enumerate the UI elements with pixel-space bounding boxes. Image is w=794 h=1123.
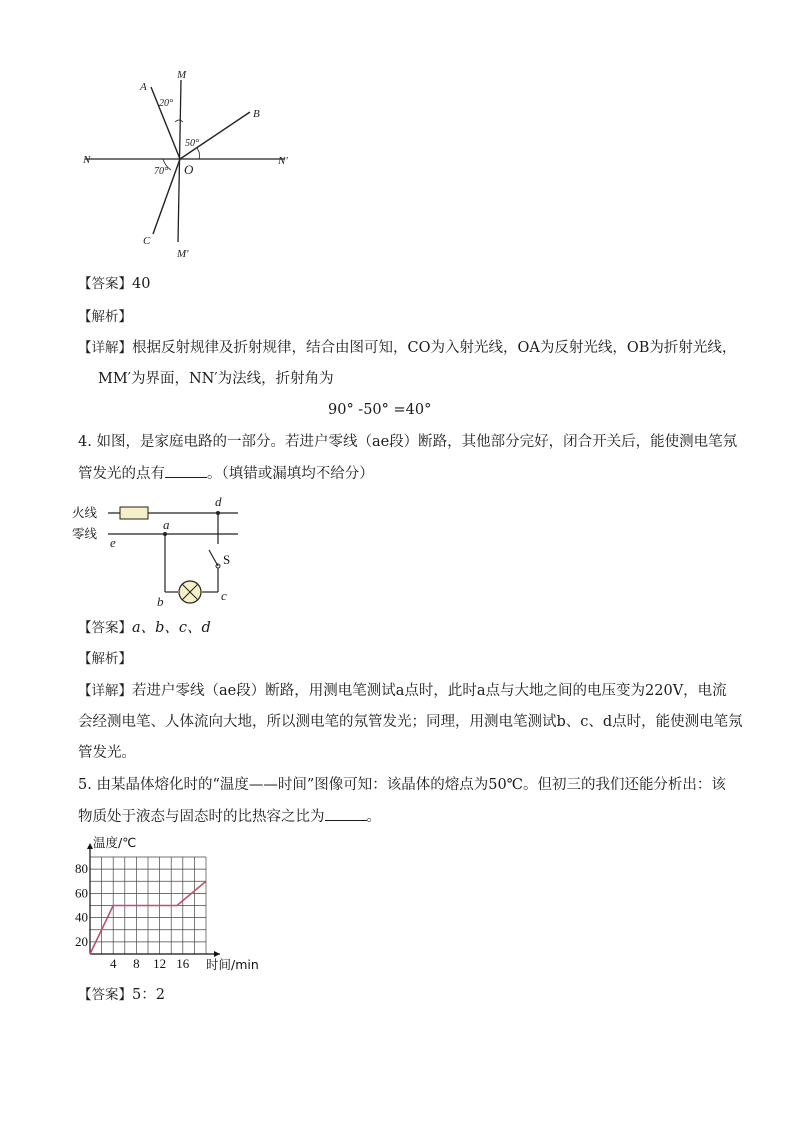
q4-detail-line3: 管发光。 — [78, 745, 136, 761]
q4-stem-text-a: 管发光的点有 — [78, 466, 165, 482]
angle-label-70: 70° — [154, 166, 168, 177]
x-tick-label: 8 — [133, 956, 140, 971]
detail-tag: 【详解】 — [78, 340, 132, 356]
answer-tag: 【答案】 — [78, 987, 132, 1003]
detail-tag: 【详解】 — [78, 683, 132, 699]
answer-value: 40 — [132, 276, 151, 292]
q4-answer — [78, 618, 211, 638]
q5-stem-text-b: 。 — [366, 809, 381, 825]
label-N: N — [83, 154, 91, 166]
detail-text: 若进户零线（ae段）断路，用测电笔测试a点时，此时a点与大地之间的电压变为220V，电流 — [132, 683, 727, 699]
label-C: C — [143, 235, 151, 247]
answer-tag: 【答案】 — [78, 620, 132, 636]
label-A: A — [140, 81, 147, 93]
fuse — [120, 507, 148, 519]
q5-answer — [78, 985, 165, 1005]
angle-arc-50 — [197, 148, 200, 159]
q3-analysis-tag: 【解析】 — [78, 309, 132, 325]
q4-detail-line1 — [78, 681, 727, 701]
label-live: 火线 — [72, 505, 98, 520]
q3-answer — [78, 274, 150, 294]
label-e: e — [110, 535, 116, 550]
y-tick-label: 20 — [75, 933, 88, 949]
answer-value: a、b、c、d — [132, 620, 211, 636]
switch-blade — [209, 550, 218, 566]
angle-label-50: 50° — [185, 138, 199, 149]
q4-answer-blank — [165, 463, 207, 478]
y-axis-label: 温度/℃ — [93, 835, 137, 850]
x-tick-label: 12 — [153, 956, 167, 971]
q5-stem-line2 — [78, 806, 381, 827]
optics-figure — [75, 62, 305, 262]
label-c: c — [221, 588, 227, 603]
ray-OB — [180, 112, 250, 159]
q4-stem-line1: 4. 如图，是家庭电路的一部分。若进户零线（ae段）断路，其他部分完好，闭合开关后，能使测电笔氖 — [78, 434, 738, 450]
x-tick-label: 16 — [176, 956, 190, 971]
q4-stem-text-b: 。（填错或漏填均不给分） — [207, 466, 374, 482]
q5-stem-line1: 5. 由某晶体熔化时的“温度——时间”图像可知：该晶体的熔点为50℃。但初三的我们还能分析出：该 — [78, 777, 726, 793]
answer-value: 5：2 — [132, 987, 165, 1003]
label-neutral: 零线 — [72, 526, 98, 541]
y-tick-label: 60 — [75, 885, 88, 901]
q4-detail-line2: 会经测电笔、人体流向大地，所以测电笔的氖管发光；同理，用测电笔测试b、c、d点时，能使测电笔氖 — [78, 714, 743, 730]
y-tick-label: 40 — [75, 909, 88, 925]
detail-text: 根据反射规律及折射规律，结合由图可知，CO为入射光线，OA为反射光线，OB为折射光线， — [132, 340, 737, 356]
label-a: a — [163, 517, 170, 532]
answer-tag: 【答案】 — [78, 276, 132, 292]
node-d — [216, 511, 220, 515]
temperature-time-chart — [60, 830, 280, 980]
q3-detail-line2: MM′为界面，NN′为法线，折射角为 — [98, 371, 334, 387]
circuit-diagram — [70, 492, 270, 614]
label-d: d — [215, 494, 222, 509]
y-tick-label: 80 — [75, 861, 88, 877]
q5-stem-text-a: 物质处于液态与固态时的比热容之比为 — [78, 809, 325, 825]
x-axis-label: 时间/min — [206, 957, 259, 972]
q4-analysis-tag: 【解析】 — [78, 651, 132, 667]
angle-arc-20 — [175, 120, 183, 122]
x-tick-label: 4 — [109, 956, 117, 971]
q3-detail-line1 — [78, 338, 736, 358]
label-M: M — [177, 69, 187, 81]
label-N-prime: N' — [278, 155, 288, 167]
label-S: S — [223, 552, 231, 567]
q3-formula: 90° -50° =40° — [328, 402, 432, 418]
angle-label-20: 20° — [159, 98, 173, 109]
q4-stem-line2 — [78, 463, 374, 484]
label-M-prime: M' — [177, 248, 189, 260]
node-a — [163, 532, 167, 536]
label-O: O — [184, 162, 194, 177]
label-B: B — [253, 108, 260, 120]
q5-answer-blank — [325, 806, 367, 821]
label-b: b — [157, 594, 164, 609]
